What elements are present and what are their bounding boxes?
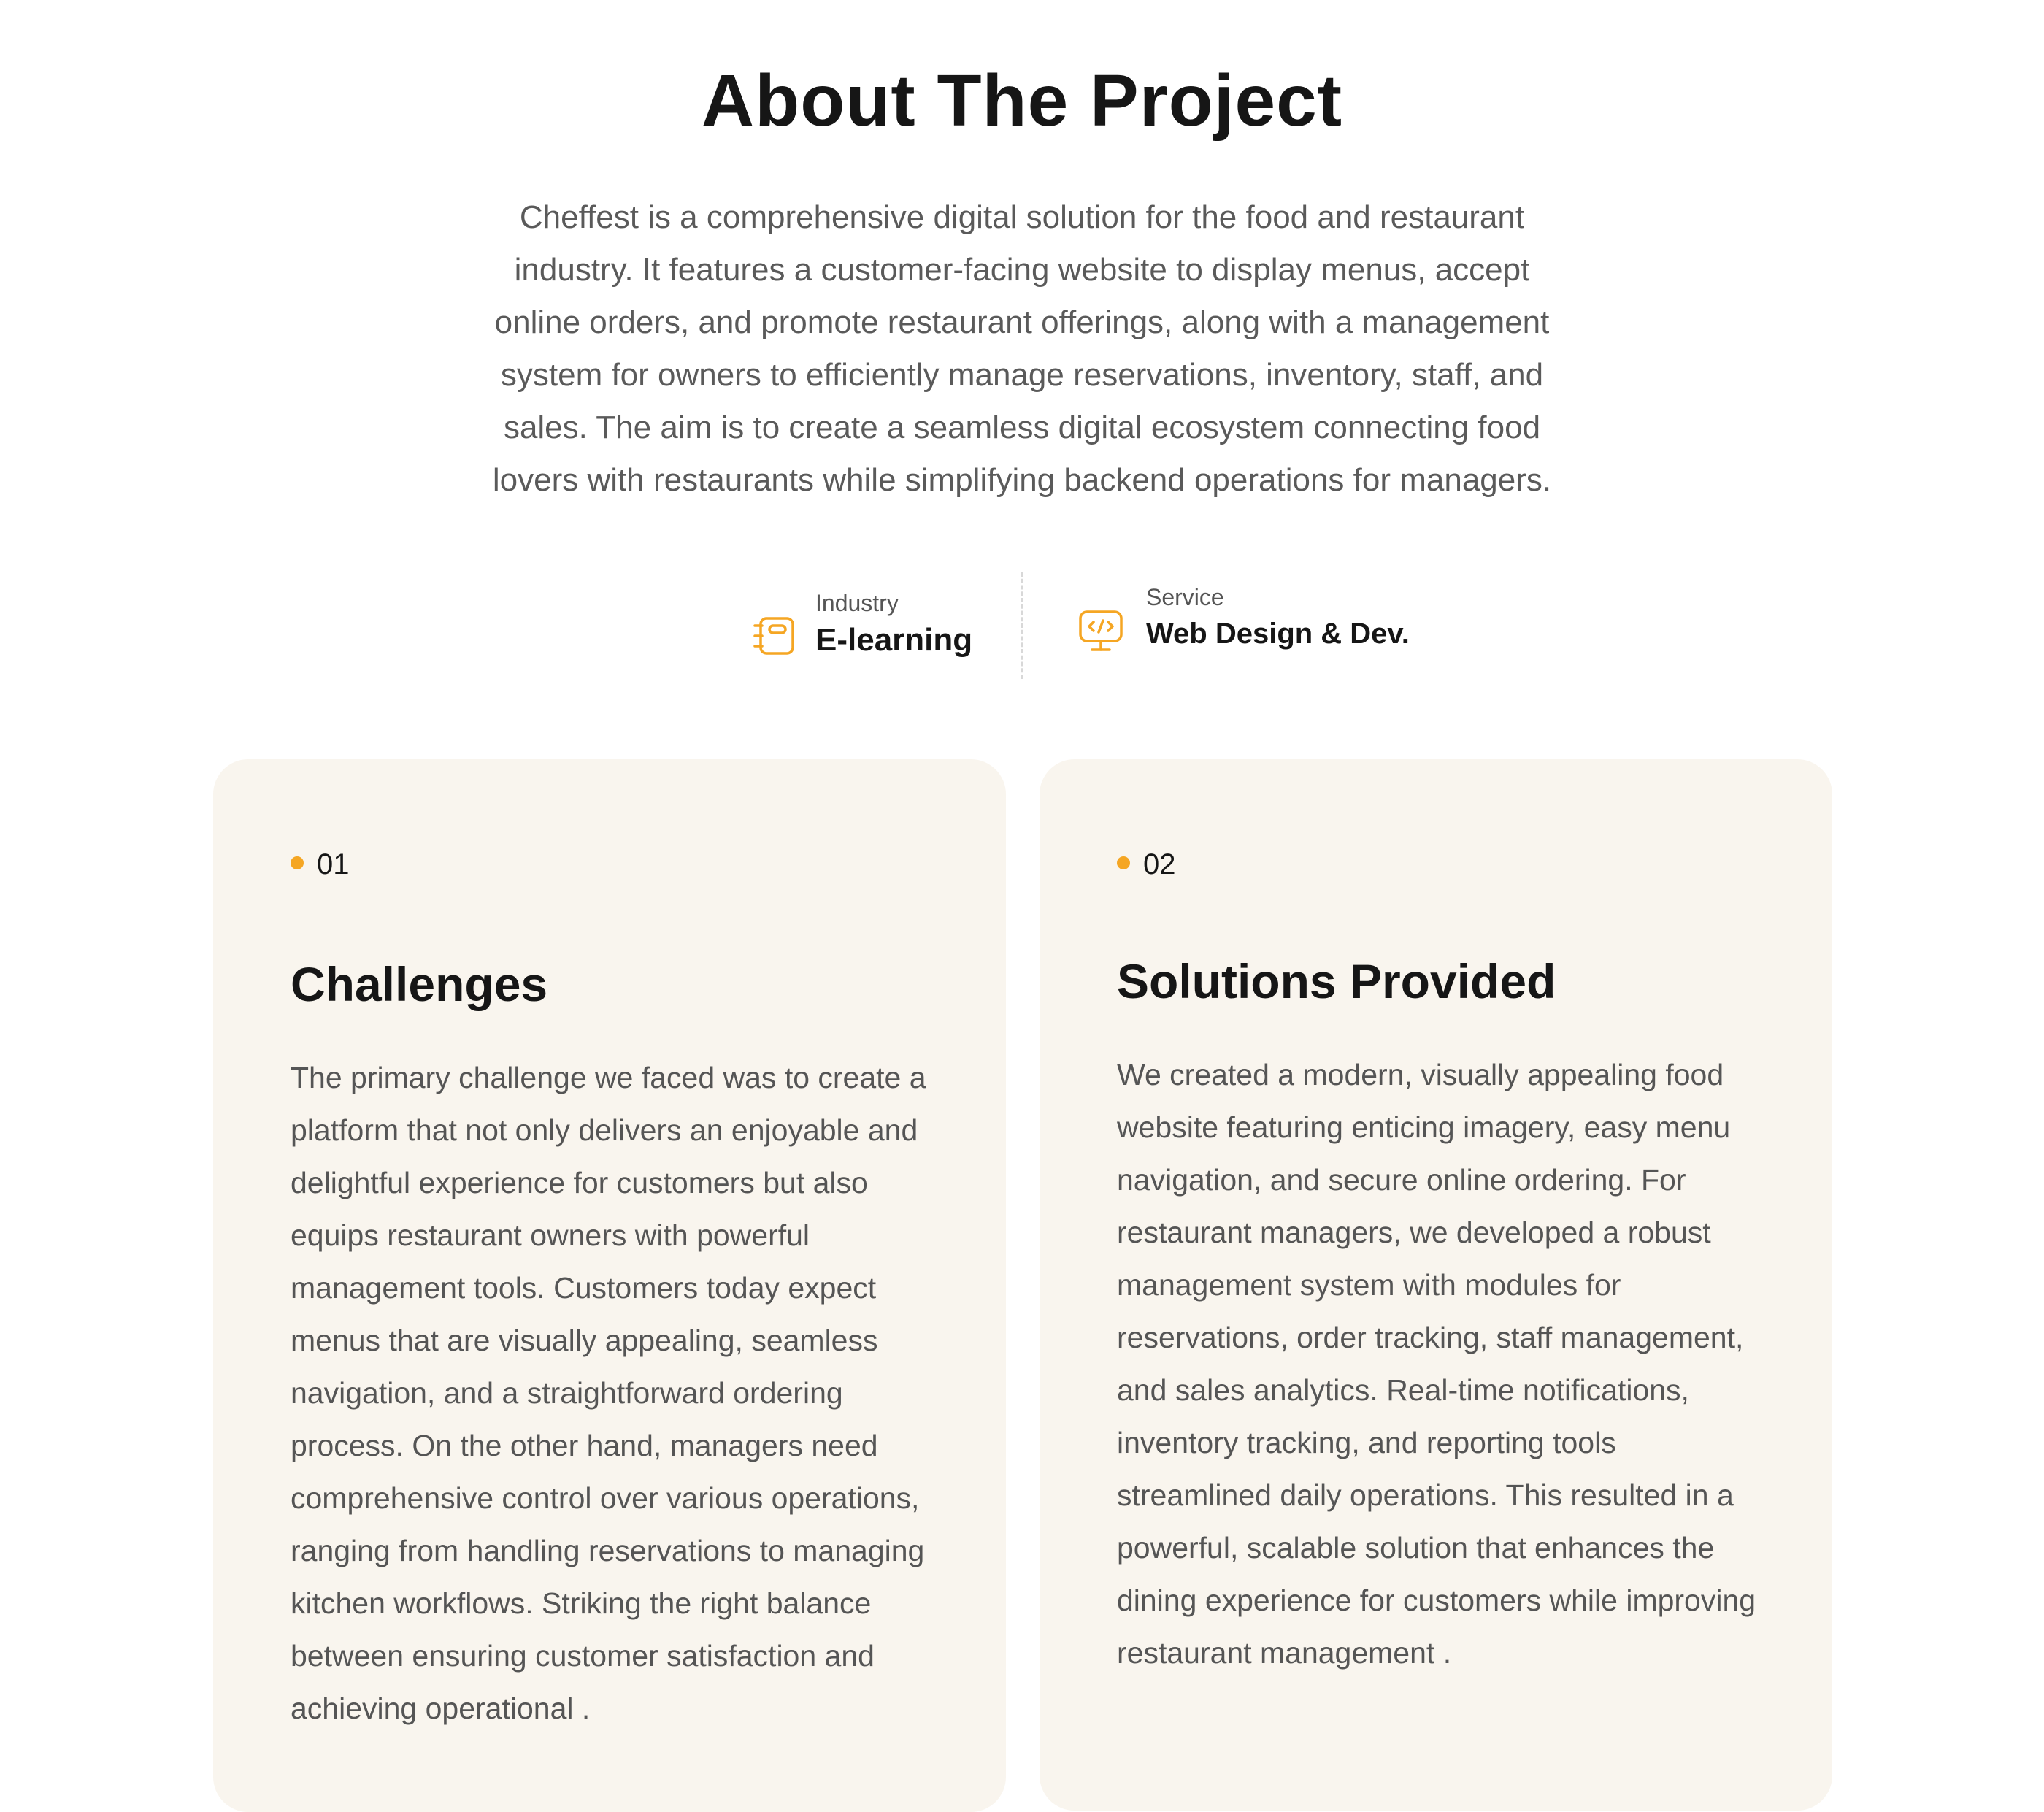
industry-value: E-learning — [815, 622, 973, 658]
notebook-icon — [752, 613, 799, 659]
card-number — [291, 848, 350, 881]
meta-divider — [1021, 572, 1023, 679]
challenges-card — [213, 759, 1006, 1812]
monitor-code-icon — [1077, 607, 1124, 654]
card-title: Challenges — [291, 957, 548, 1011]
card-number-text: 01 — [317, 848, 350, 880]
project-intro: Cheffest is a comprehensive digital solution for the food and restaurant industry. It features a customer-facing website to display menus, accept online orders, and promote restaurant offerings, along with a management system for owners to efficiently manage reservations, inventory, staff, and sales. The aim is to create a seamless digital ecosystem connecting food lovers with restaurants while simplifying backend operations for managers. — [492, 199, 1552, 498]
bullet-dot-icon — [1117, 856, 1130, 869]
card-body: We created a modern, visually appealing food website featuring enticing imagery, easy menu navigation, and secure online ordering. For restaurant managers, we developed a robust management system with modules for reservations, order tracking, staff management, and sales analytics. Real-time notifications, inventory tracking, and reporting tools streamlined daily operations. This resulted in a powerful, scalable solution that enhances the dining experience for customers while improving restaurant management . — [1117, 1058, 1756, 1670]
meta-service — [1073, 572, 1453, 679]
card-body: The primary challenge we faced was to create a platform that not only delivers an enjoyable and delightful experience for customers but also equips restaurant owners with powerful management tools. Customers today expect menus that are visually appealing, seamless navigation, and a straightforward ordering process. On the other hand, managers need comprehensive control over various operations, ranging from handling reservations to managing kitchen workflows. Striking the right balance between ensuring customer satisfaction and achieving operational . — [291, 1061, 926, 1725]
service-label: Service — [1146, 584, 1224, 610]
card-number — [1117, 848, 1176, 881]
project-meta — [0, 572, 2044, 679]
page-title: About The Project — [701, 60, 1343, 142]
card-title: Solutions Provided — [1117, 954, 1556, 1008]
industry-label: Industry — [815, 590, 899, 616]
card-number-text: 02 — [1143, 848, 1176, 880]
bullet-dot-icon — [291, 856, 304, 869]
meta-industry — [746, 572, 1023, 679]
service-value: Web Design & Dev. — [1146, 618, 1410, 650]
solutions-card — [1040, 759, 1832, 1811]
